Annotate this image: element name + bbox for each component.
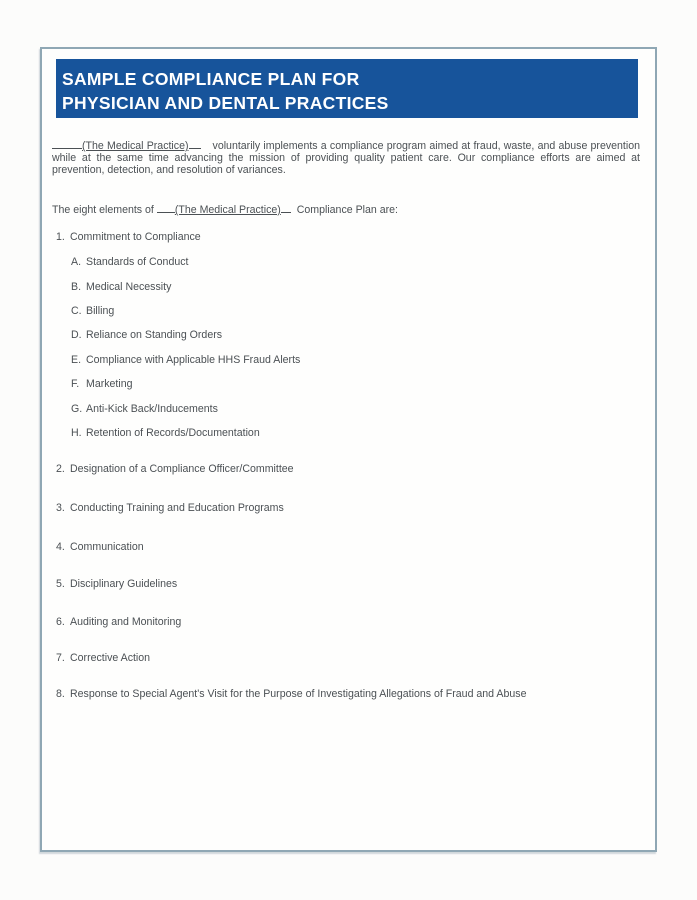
list-item-1 — [56, 231, 201, 243]
page-title — [56, 59, 638, 115]
list-item-4 — [56, 541, 144, 553]
sub-item-label: Reliance on Standing Orders — [86, 329, 223, 341]
page-title-line1: SAMPLE COMPLIANCE PLAN FOR — [62, 69, 360, 89]
sub-list-item-a — [71, 256, 188, 268]
list-item-7 — [56, 652, 150, 664]
practice-name-placeholder: (The Medical Practice) — [174, 204, 281, 216]
intro-body-text: voluntarily implements a compliance program aimed at fraud, waste, and abuse prevention while at the same time advancing the mission of providing quality patient care. Our compliance efforts are aimed at prevention, detection, and resolution of variances. — [52, 140, 641, 177]
sub-item-letter: D. — [71, 329, 82, 341]
sub-item-label: Anti-Kick Back/Inducements — [86, 403, 218, 415]
list-item-label: Disciplinary Guidelines — [70, 578, 178, 590]
fill-in-blank-lead — [157, 201, 175, 213]
intro-paragraph — [52, 137, 640, 177]
sub-item-label: Compliance with Applicable HHS Fraud Alerts — [86, 354, 301, 366]
sub-item-letter: C. — [71, 305, 82, 317]
sub-item-letter: E. — [71, 354, 82, 366]
sub-list-item-d — [71, 329, 222, 341]
list-item-number: 8. — [56, 688, 65, 700]
sub-item-label: Billing — [86, 305, 115, 317]
sub-item-label: Standards of Conduct — [86, 256, 189, 268]
elements-prefix: The eight elements of — [52, 204, 154, 216]
elements-suffix: Compliance Plan are: — [296, 204, 398, 216]
fill-in-blank-trail — [189, 137, 201, 149]
sub-item-letter: H. — [71, 427, 82, 439]
sub-list-item-h — [71, 427, 260, 439]
list-item-5 — [56, 578, 177, 590]
list-item-2 — [56, 463, 294, 475]
list-item-number: 3. — [56, 502, 65, 514]
list-item-label: Conducting Training and Education Programs — [70, 502, 284, 514]
list-item-label: Designation of a Compliance Officer/Committee — [70, 463, 294, 475]
sub-item-label: Medical Necessity — [86, 281, 172, 293]
sub-item-letter: G. — [71, 403, 83, 415]
fill-in-blank-trail — [281, 201, 291, 213]
sub-list-item-e — [71, 354, 300, 366]
list-item-label: Corrective Action — [70, 652, 151, 664]
sub-list-item-b — [71, 281, 171, 293]
title-banner — [56, 59, 638, 118]
list-item-number: 7. — [56, 652, 65, 664]
fill-in-blank-lead — [52, 137, 82, 149]
list-item-number: 1. — [56, 231, 65, 243]
document-page — [40, 47, 657, 852]
sub-list-item-f — [71, 378, 133, 390]
practice-name-placeholder: (The Medical Practice) — [82, 140, 189, 152]
list-item-8 — [56, 688, 526, 700]
sub-list-item-g — [71, 403, 218, 415]
sub-item-letter: B. — [71, 281, 82, 293]
sub-item-letter: F. — [71, 378, 80, 390]
list-item-label: Auditing and Monitoring — [70, 616, 182, 628]
list-item-label: Commitment to Compliance — [70, 231, 201, 243]
page-title-line2: PHYSICIAN AND DENTAL PRACTICES — [62, 93, 389, 113]
elements-intro-line — [52, 201, 640, 216]
list-item-label: Response to Special Agent's Visit for the Purpose of Investigating Allegations of Fraud and Abuse — [70, 688, 527, 700]
list-item-number: 2. — [56, 463, 65, 475]
list-item-number: 4. — [56, 541, 65, 553]
sub-item-letter: A. — [71, 256, 82, 268]
list-item-label: Communication — [70, 541, 144, 553]
list-item-number: 6. — [56, 616, 65, 628]
sub-item-label: Marketing — [86, 378, 133, 390]
list-item-3 — [56, 502, 284, 514]
list-item-6 — [56, 616, 181, 628]
sub-list-item-c — [71, 305, 114, 317]
list-item-number: 5. — [56, 578, 65, 590]
sub-item-label: Retention of Records/Documentation — [86, 427, 260, 439]
